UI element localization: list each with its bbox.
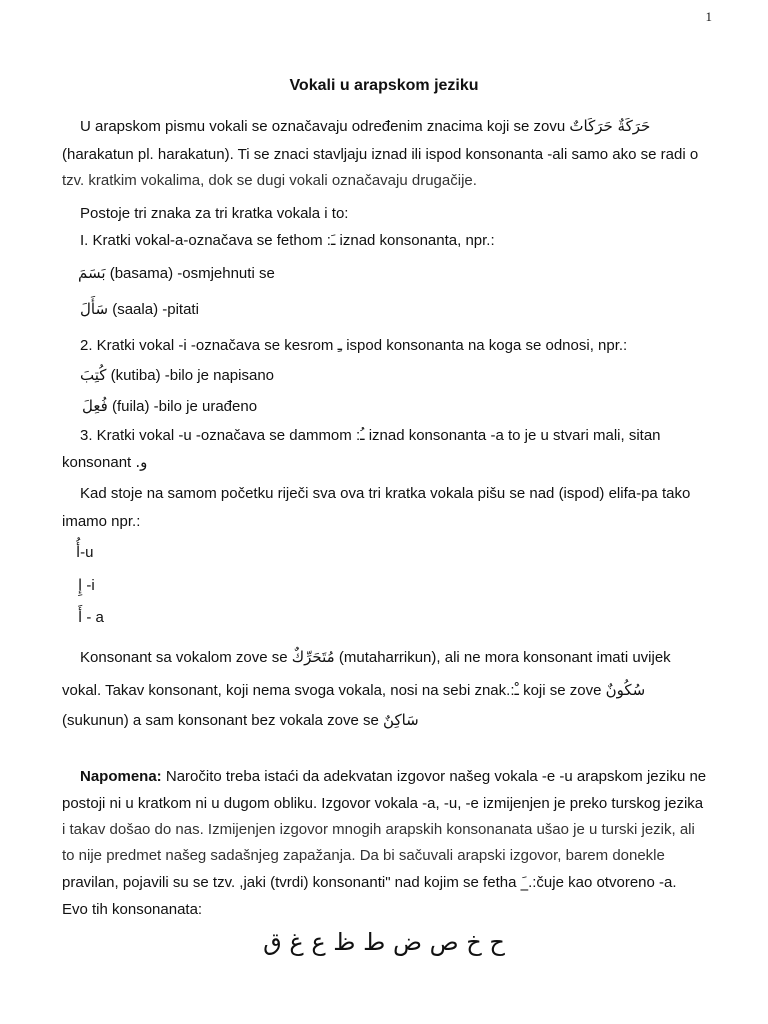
elif-line-1: Kad stoje na samom početku riječi sva ova tri kratka vokala pišu se nad (ispod) elifa-pa tako bbox=[80, 485, 691, 502]
kasra-mark: ـِ bbox=[337, 336, 343, 354]
konsonant-line-3-text-a: (sukunun) a sam konsonant bez vokala zove se bbox=[62, 712, 379, 729]
tvrdi-konsonanti-letters: ح خ ص ض ط ظ ع غ ق bbox=[263, 928, 505, 956]
waw-arabic: و. bbox=[135, 453, 148, 471]
fatha-example-1 bbox=[78, 263, 275, 284]
fatha-example-2-text: (saala) -pitati bbox=[112, 301, 199, 318]
elif-item-a-arabic: أَ bbox=[78, 608, 83, 626]
elif-line-2: imamo npr.: bbox=[62, 513, 141, 530]
konsonant-line-3 bbox=[62, 710, 419, 731]
fatha-example-2 bbox=[80, 299, 199, 320]
fatha-example-1-text: (basama) -osmjehnuti se bbox=[109, 265, 275, 282]
damma-mark: ـُ bbox=[360, 426, 365, 444]
napomena-line-5 bbox=[62, 872, 677, 893]
damma-line bbox=[80, 425, 661, 446]
mutaharrik-arabic: مُتَحَرِّكٌ bbox=[291, 648, 335, 666]
page-number: 1 bbox=[705, 9, 712, 24]
damma-line-text-b: iznad konsonanta -a to je u stvari mali, sitan bbox=[368, 427, 661, 444]
kasra-example-1-arabic: كُتِبَ bbox=[80, 366, 107, 384]
elif-item-u-text: -u bbox=[80, 544, 94, 561]
elif-item-i-arabic: إِ bbox=[78, 576, 83, 594]
damma-line-2 bbox=[62, 452, 147, 473]
elif-item-i-text: -i bbox=[86, 577, 95, 594]
fatha-mark: ـَ bbox=[330, 231, 336, 249]
elif-item-i bbox=[78, 575, 95, 596]
napomena-line-4: to nije predmet našeg sadašnjeg zapažanja. Da bi sačuvali arapski izgovor, barem donekle bbox=[62, 847, 665, 864]
fatha-example-1-arabic: بَسَمَ bbox=[78, 264, 106, 282]
kasra-line-text-a: 2. Kratki vokal -i -označava se kesrom bbox=[80, 337, 334, 354]
damma-line-text-c: konsonant bbox=[62, 454, 132, 471]
konsonant-line-2-text-b: koji se zove bbox=[523, 682, 602, 699]
kasra-example-1-text: (kutiba) -bilo je napisano bbox=[110, 367, 275, 384]
kasra-example-2-text: (fuila) -bilo je urađeno bbox=[111, 398, 258, 415]
napomena-line-6: Evo tih konsonanata: bbox=[62, 901, 203, 918]
konsonant-line-2 bbox=[62, 680, 645, 701]
intro-line-3: tzv. kratkim vokalima, dok se dugi vokali označavaju drugačije. bbox=[62, 172, 477, 189]
napomena-line-2: postoji ni u kratkom ni u dugom obliku. Izgovor vokala -a, -u, -e izmijenjen je preko turskog jezika bbox=[62, 795, 704, 812]
fetha-mark: _َ bbox=[520, 873, 529, 891]
page-title: Vokali u arapskom jeziku bbox=[289, 77, 479, 94]
napomena-line-5-text-b: .:čuje kao otvoreno -a. bbox=[528, 874, 677, 891]
konsonant-line-1-text-b: (mutaharrikun), ali ne mora konsonant imati uvijek bbox=[338, 649, 671, 666]
fatha-line-text-a: I. Kratki vokal-a-označava se fethom : bbox=[80, 232, 331, 249]
napomena-line-5-text-a: pravilan, pojavili su se tzv. ,jaki (tvrdi) konsonanti" nad kojim se fetha bbox=[62, 874, 517, 891]
three-signs-line: Postoje tri znaka za tri kratka vokala i to: bbox=[80, 205, 349, 222]
konsonant-line-1-text-a: Konsonant sa vokalom zove se bbox=[80, 649, 288, 666]
fatha-line-text-b: iznad konsonanta, npr.: bbox=[339, 232, 495, 249]
napomena-line-1-text: Naročito treba istaći da adekvatan izgovor našeg vokala -e -u arapskom jeziku ne bbox=[165, 768, 707, 785]
damma-line-text-a: 3. Kratki vokal -u -označava se dammom : bbox=[80, 427, 361, 444]
harakat-arabic: حَرَكَةٌ حَرَكَاتٌ bbox=[569, 117, 651, 135]
sukun-arabic: سُكُونٌ bbox=[605, 681, 646, 699]
intro-text: U arapskom pismu vokali se označavaju određenim znacima koji se zovu bbox=[80, 118, 566, 135]
kasra-line-text-b: ispod konsonanta na koga se odnosi, npr.: bbox=[346, 337, 628, 354]
konsonant-line-1 bbox=[80, 647, 671, 668]
kasra-example-2-arabic: فُعِلَ bbox=[82, 397, 108, 415]
napomena-line-1 bbox=[80, 767, 706, 787]
napomena-label: Napomena: bbox=[80, 768, 162, 785]
fatha-example-2-arabic: سَأَلَ bbox=[80, 300, 109, 318]
elif-item-a bbox=[78, 607, 104, 628]
napomena-line-3: i takav došao do nas. Izmijenjen izgovor mnogih arapskih konsonanata ušao je u turski jezik, ali bbox=[62, 821, 695, 838]
elif-item-u bbox=[76, 542, 94, 563]
kasra-example-1 bbox=[80, 365, 274, 386]
intro-line-1 bbox=[80, 116, 650, 137]
elif-item-u-arabic: أُ bbox=[76, 543, 81, 561]
kasra-line bbox=[80, 335, 627, 356]
elif-item-a-text: - a bbox=[86, 609, 104, 626]
konsonant-line-2-text-a: vokal. Takav konsonant, koji nema svoga vokala, nosi na sebi znak.: bbox=[62, 682, 515, 699]
kasra-example-2 bbox=[82, 396, 257, 417]
intro-line-2: (harakatun pl. harakatun). Ti se znaci stavljaju iznad ili ispod konsonanta -ali samo ako se radi o bbox=[62, 146, 699, 163]
sakin-arabic: سَاكِنٌ bbox=[383, 711, 419, 729]
sukun-mark: ـْ bbox=[514, 681, 519, 699]
fatha-line bbox=[80, 230, 495, 251]
